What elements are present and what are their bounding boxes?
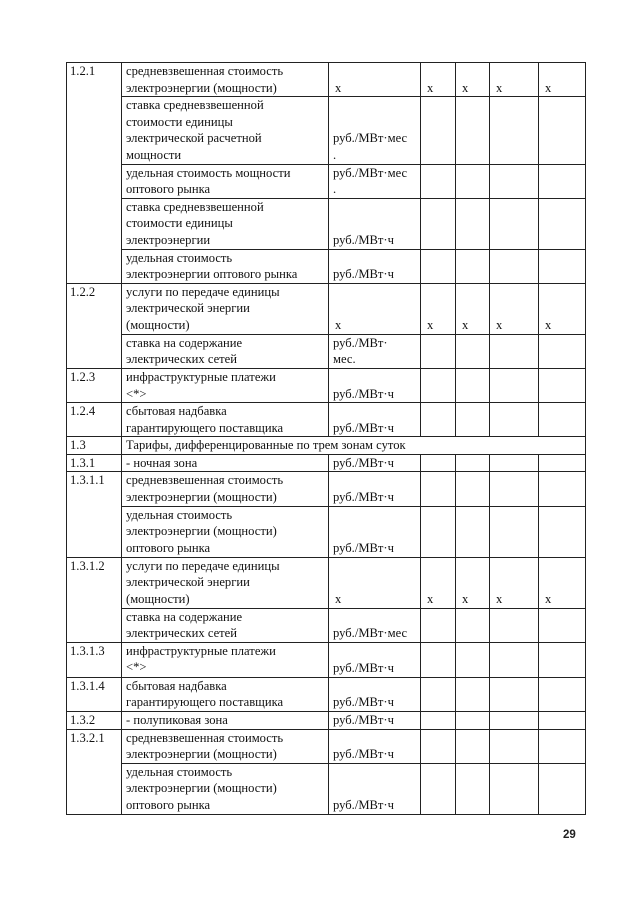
table-row xyxy=(67,403,586,437)
value-cell xyxy=(490,198,539,249)
row-description: средневзвешенная стоимость электроэнергии (мощности) xyxy=(122,472,329,506)
value-cell: x xyxy=(421,283,456,334)
value-cell xyxy=(456,472,490,506)
section-title: Тарифы, дифференцированные по трем зонам суток xyxy=(122,437,586,455)
unit-cell: руб./МВт·ч xyxy=(329,729,421,763)
table-row xyxy=(67,557,586,608)
unit-cell: руб./МВт·ч xyxy=(329,712,421,730)
value-cell xyxy=(456,506,490,557)
value-cell: x xyxy=(490,283,539,334)
value-cell xyxy=(456,249,490,283)
value-cell xyxy=(421,334,456,368)
section-row xyxy=(67,437,586,455)
table-row xyxy=(67,472,586,506)
value-cell xyxy=(490,334,539,368)
value-cell: x xyxy=(539,283,586,334)
value-cell xyxy=(539,729,586,763)
value-cell xyxy=(539,403,586,437)
value-cell: x xyxy=(456,63,490,97)
value-cell xyxy=(456,454,490,472)
unit-cell: руб./МВт·ч xyxy=(329,472,421,506)
row-number: 1.3.1.1 xyxy=(67,472,122,557)
value-cell xyxy=(490,763,539,814)
value-cell xyxy=(456,403,490,437)
row-description: ставка на содержание электрических сетей xyxy=(122,334,329,368)
value-cell xyxy=(490,472,539,506)
row-number: 1.3 xyxy=(67,437,122,455)
value-cell xyxy=(490,506,539,557)
table-row xyxy=(67,729,586,763)
value-cell xyxy=(539,368,586,402)
value-cell xyxy=(421,763,456,814)
row-description: инфраструктурные платежи <*> xyxy=(122,642,329,677)
row-number: 1.3.1.2 xyxy=(67,557,122,642)
table-row xyxy=(67,63,586,97)
table-row xyxy=(67,454,586,472)
value-cell xyxy=(421,677,456,711)
row-number: 1.3.1 xyxy=(67,454,122,472)
unit-cell: руб./МВт·мес xyxy=(329,608,421,642)
table-row xyxy=(67,763,586,814)
table-row xyxy=(67,677,586,711)
value-cell xyxy=(490,454,539,472)
value-cell xyxy=(490,729,539,763)
value-cell xyxy=(456,608,490,642)
value-cell xyxy=(421,164,456,198)
value-cell xyxy=(421,97,456,164)
value-cell xyxy=(456,642,490,677)
value-cell xyxy=(421,368,456,402)
unit-cell: x xyxy=(329,63,421,97)
row-number: 1.2.4 xyxy=(67,403,122,437)
value-cell xyxy=(539,677,586,711)
unit-cell: руб./МВт·ч xyxy=(329,454,421,472)
table-row xyxy=(67,164,586,198)
row-number: 1.2.3 xyxy=(67,368,122,402)
value-cell xyxy=(539,608,586,642)
value-cell xyxy=(421,729,456,763)
value-cell xyxy=(539,198,586,249)
unit-cell: руб./МВт·ч xyxy=(329,642,421,677)
row-description: удельная стоимость мощности оптового рынка xyxy=(122,164,329,198)
table-row xyxy=(67,198,586,249)
unit-cell: руб./МВт·ч xyxy=(329,763,421,814)
value-cell xyxy=(490,712,539,730)
value-cell: x xyxy=(456,283,490,334)
value-cell xyxy=(490,642,539,677)
row-description: удельная стоимость электроэнергии оптового рынка xyxy=(122,249,329,283)
value-cell xyxy=(539,712,586,730)
value-cell: x xyxy=(456,557,490,608)
value-cell xyxy=(539,472,586,506)
value-cell xyxy=(456,712,490,730)
unit-cell: руб./МВт·ч xyxy=(329,249,421,283)
unit-cell: руб./МВт·мес . xyxy=(329,164,421,198)
table-row xyxy=(67,506,586,557)
table-row xyxy=(67,608,586,642)
row-description: - полупиковая зона xyxy=(122,712,329,730)
value-cell xyxy=(421,472,456,506)
value-cell xyxy=(539,164,586,198)
value-cell xyxy=(456,368,490,402)
value-cell xyxy=(539,334,586,368)
page-number: 29 xyxy=(563,829,576,841)
value-cell xyxy=(539,763,586,814)
row-description: удельная стоимость электроэнергии (мощности) оптового рынка xyxy=(122,506,329,557)
unit-cell: руб./МВт·ч xyxy=(329,198,421,249)
row-number: 1.3.2.1 xyxy=(67,729,122,814)
value-cell xyxy=(539,506,586,557)
value-cell xyxy=(490,97,539,164)
unit-cell: руб./МВт·ч xyxy=(329,677,421,711)
value-cell xyxy=(456,763,490,814)
tariff-table xyxy=(66,62,586,815)
row-number: 1.3.1.3 xyxy=(67,642,122,677)
value-cell xyxy=(456,97,490,164)
value-cell xyxy=(456,164,490,198)
unit-cell: x xyxy=(329,283,421,334)
row-number: 1.2.1 xyxy=(67,63,122,284)
row-description: инфраструктурные платежи <*> xyxy=(122,368,329,402)
unit-cell: руб./МВт·мес . xyxy=(329,97,421,164)
table-row xyxy=(67,283,586,334)
value-cell xyxy=(421,198,456,249)
unit-cell: руб./МВт·ч xyxy=(329,506,421,557)
value-cell: x xyxy=(539,63,586,97)
value-cell: x xyxy=(490,557,539,608)
table-row xyxy=(67,712,586,730)
table-row xyxy=(67,334,586,368)
row-number: 1.3.1.4 xyxy=(67,677,122,711)
value-cell xyxy=(456,677,490,711)
value-cell xyxy=(490,164,539,198)
value-cell xyxy=(539,249,586,283)
row-description: - ночная зона xyxy=(122,454,329,472)
row-description: сбытовая надбавка гарантирующего поставщика xyxy=(122,403,329,437)
value-cell xyxy=(421,249,456,283)
value-cell: x xyxy=(539,557,586,608)
row-description: сбытовая надбавка гарантирующего поставщика xyxy=(122,677,329,711)
unit-cell: x xyxy=(329,557,421,608)
value-cell xyxy=(421,712,456,730)
value-cell xyxy=(490,608,539,642)
value-cell xyxy=(456,729,490,763)
value-cell xyxy=(490,368,539,402)
value-cell: x xyxy=(421,63,456,97)
row-description: ставка средневзвешенной стоимости единицы электроэнергии xyxy=(122,198,329,249)
value-cell: x xyxy=(490,63,539,97)
value-cell xyxy=(421,642,456,677)
row-description: средневзвешенная стоимость электроэнергии (мощности) xyxy=(122,63,329,97)
value-cell xyxy=(539,97,586,164)
value-cell xyxy=(421,454,456,472)
row-description: ставка на содержание электрических сетей xyxy=(122,608,329,642)
row-description: ставка средневзвешенной стоимости единицы электрической расчетной мощности xyxy=(122,97,329,164)
row-description: средневзвешенная стоимость электроэнергии (мощности) xyxy=(122,729,329,763)
table-row xyxy=(67,368,586,402)
value-cell xyxy=(421,506,456,557)
value-cell: x xyxy=(421,557,456,608)
row-number: 1.3.2 xyxy=(67,712,122,730)
value-cell xyxy=(421,403,456,437)
value-cell xyxy=(539,454,586,472)
value-cell xyxy=(490,249,539,283)
table-row xyxy=(67,97,586,164)
table-row xyxy=(67,249,586,283)
value-cell xyxy=(456,334,490,368)
unit-cell: руб./МВт·ч xyxy=(329,368,421,402)
unit-cell: руб./МВт·ч xyxy=(329,403,421,437)
row-description: услуги по передаче единицы электрической энергии (мощности) xyxy=(122,557,329,608)
table-row xyxy=(67,642,586,677)
row-description: услуги по передаче единицы электрической энергии (мощности) xyxy=(122,283,329,334)
value-cell xyxy=(490,677,539,711)
row-number: 1.2.2 xyxy=(67,283,122,368)
value-cell xyxy=(456,198,490,249)
value-cell xyxy=(490,403,539,437)
row-description: удельная стоимость электроэнергии (мощности) оптового рынка xyxy=(122,763,329,814)
tariff-table-body xyxy=(67,63,586,815)
value-cell xyxy=(421,608,456,642)
unit-cell: руб./МВт· мес. xyxy=(329,334,421,368)
value-cell xyxy=(539,642,586,677)
